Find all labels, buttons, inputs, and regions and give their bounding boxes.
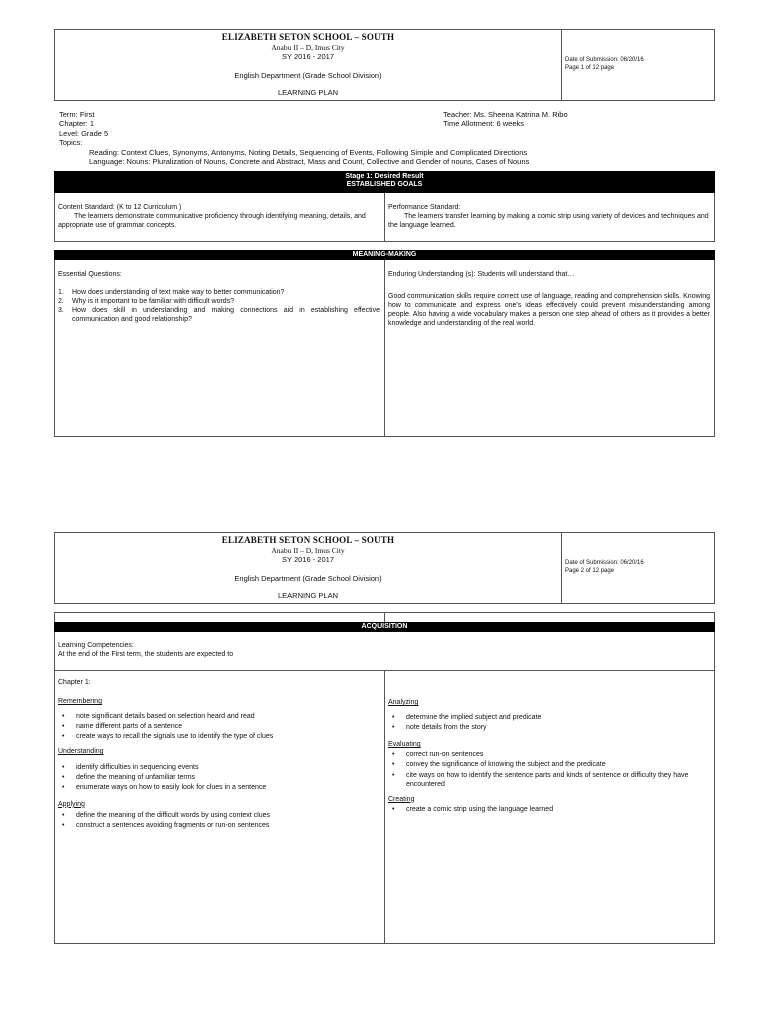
evaluating-list	[388, 750, 710, 788]
learning-competencies-text: At the end of the First term, the students are expected to	[58, 651, 234, 659]
list-item: • create a comic strip using the language learned	[392, 805, 554, 813]
list-item: • note details from the story	[392, 724, 487, 732]
school-year: SY 2016 - 2017	[282, 52, 334, 61]
school-year: SY 2016 - 2017	[282, 555, 334, 564]
enduring-understanding-text: Good communication skills require correct use of language, reading and comprehension skills. Knowing how to communicate and express one's ideas effectively could prevent misunderstanding among people. Also having a wide vocabulary makes a person one step ahead of others as it provides a better knowledge and understanding of the real world.	[388, 293, 710, 328]
analyzing-list	[388, 713, 710, 732]
analyzing-label: Analyzing	[388, 699, 419, 706]
list-item: • define the meaning of unfamiliar terms	[62, 773, 196, 781]
stage1-divider	[384, 193, 385, 242]
page-number: Page 2 of 12 page	[565, 567, 615, 574]
evaluating-label: Evaluating	[388, 741, 421, 749]
essential-questions-label: Essential Questions:	[58, 271, 122, 278]
submission-date: Date of Submission: 06/20/16	[565, 560, 644, 566]
term: Term: First	[59, 110, 95, 119]
department: English Department (Grade School Division)	[234, 574, 382, 583]
submission-date: Date of Submission: 06/20/16	[565, 57, 644, 63]
list-item: • determine the implied subject and predicate	[392, 714, 542, 722]
applying-list	[58, 811, 380, 830]
list-item: 2. Why is it important to be familiar with difficult words?	[58, 298, 235, 306]
remembering-list	[58, 712, 380, 741]
page2-header-box	[54, 532, 715, 604]
understanding-label: Understanding	[58, 748, 104, 756]
topics-language: Language: Nouns: Pluralization of Nouns, Concrete and Abstract, Mass and Count, Collective and Gender of nouns, Cases of Nouns	[89, 156, 530, 166]
list-item: • enumerate ways on how to easily look for clues in a sentence	[62, 783, 267, 791]
acquisition-col-divider	[384, 670, 385, 944]
list-item: • create ways to recall the signals use to identify the type of clues	[62, 733, 274, 741]
teacher-info	[443, 110, 568, 129]
content-standard-label: Content Standard: (K to 12 Curriculum )	[58, 204, 182, 211]
list-item: • note significant details based on selection heard and read	[62, 713, 255, 721]
list-item: 1. How does understanding of text make way to better communication?	[58, 289, 285, 297]
list-item: • identify difficulties in sequencing events	[62, 763, 199, 771]
time-allotment: Time Allotment: 6 weeks	[443, 119, 525, 129]
plan-title: LEARNING PLAN	[277, 88, 339, 97]
page1-header-box	[54, 29, 715, 101]
acquisition-left	[58, 678, 380, 831]
submission-info	[565, 560, 644, 576]
plan-info	[59, 110, 699, 166]
school-name: ELIZABETH SETON SCHOOL – SOUTH	[221, 32, 395, 42]
page-number: Page 1 of 12 page	[565, 64, 615, 71]
stage1-bar	[54, 171, 715, 193]
acquisition-bar: ACQUISITION	[54, 622, 715, 632]
applying-label: Applying	[58, 800, 85, 808]
acquisition-right	[388, 698, 710, 815]
creating-list	[388, 805, 710, 814]
plan-title: LEARNING PLAN	[277, 591, 339, 600]
performance-standard-label: Performance Standard:	[388, 204, 461, 211]
teacher: Teacher: Ms. Sheena Katrina M. Ribo	[443, 110, 568, 119]
department: English Department (Grade School Division)	[234, 71, 382, 80]
topics-reading: Reading: Context Clues, Synonyms, Antonyms, Noting Details, Sequencing of Events, Following Simple and Complicated Directions	[89, 147, 528, 157]
performance-standard-text: The learners transfer learning by making a comic strip using variety of devices and techniques and the language learned.	[388, 213, 709, 230]
creating-label: Creating	[388, 795, 415, 803]
established-goals: ESTABLISHED GOALS	[346, 181, 423, 189]
remembering-label: Remembering	[58, 698, 102, 706]
header-divider	[561, 533, 562, 603]
list-item: • correct run-on sentences	[392, 751, 484, 759]
understanding-list	[58, 763, 380, 792]
school-name: ELIZABETH SETON SCHOOL – SOUTH	[221, 535, 395, 545]
topics-label: Topics:	[59, 138, 83, 148]
content-standard	[58, 203, 380, 230]
school-address: Anabu II – D, Imus City	[271, 43, 345, 52]
list-item: • name different parts of a sentence	[62, 723, 183, 731]
content-standard-text: The learners demonstrate communicative proficiency through identifying meaning, details, and appropriate use of grammar concepts.	[58, 213, 366, 230]
learning-competencies-label: Learning Competencies:	[58, 642, 134, 649]
list-item: • convey the significance of knowing the subject and the predicate	[392, 761, 606, 769]
level: Level: Grade 5	[59, 128, 109, 138]
chapter: Chapter: 1	[59, 119, 95, 129]
list-item: • define the meaning of the difficult words by using context clues	[62, 811, 271, 819]
performance-standard	[388, 203, 710, 230]
list-item: 3. How does skill in understanding and making connections aid in establishing effective communication and good relationship?	[58, 307, 380, 324]
list-item: • cite ways on how to identify the sentence parts and kinds of sentence or difficulty they have encountered	[392, 771, 689, 788]
header-divider	[561, 30, 562, 100]
meaning-making-bar: MEANING-MAKING	[54, 250, 715, 260]
school-address: Anabu II – D, Imus City	[271, 546, 345, 555]
enduring-understanding	[388, 270, 710, 328]
acquisition-top-divider	[384, 612, 385, 622]
enduring-understanding-label: Enduring Understanding (s): Students will understand that…	[388, 271, 575, 278]
essential-questions	[58, 270, 380, 324]
submission-info	[565, 57, 644, 73]
meaning-divider	[384, 260, 385, 437]
chapter-label: Chapter 1:	[58, 679, 91, 686]
learning-competencies	[58, 641, 698, 659]
questions-list	[58, 288, 380, 324]
stage1-title: Stage 1: Desired Result	[345, 173, 424, 180]
list-item: • construct a sentences avoiding fragments or run-on sentences	[62, 822, 270, 830]
